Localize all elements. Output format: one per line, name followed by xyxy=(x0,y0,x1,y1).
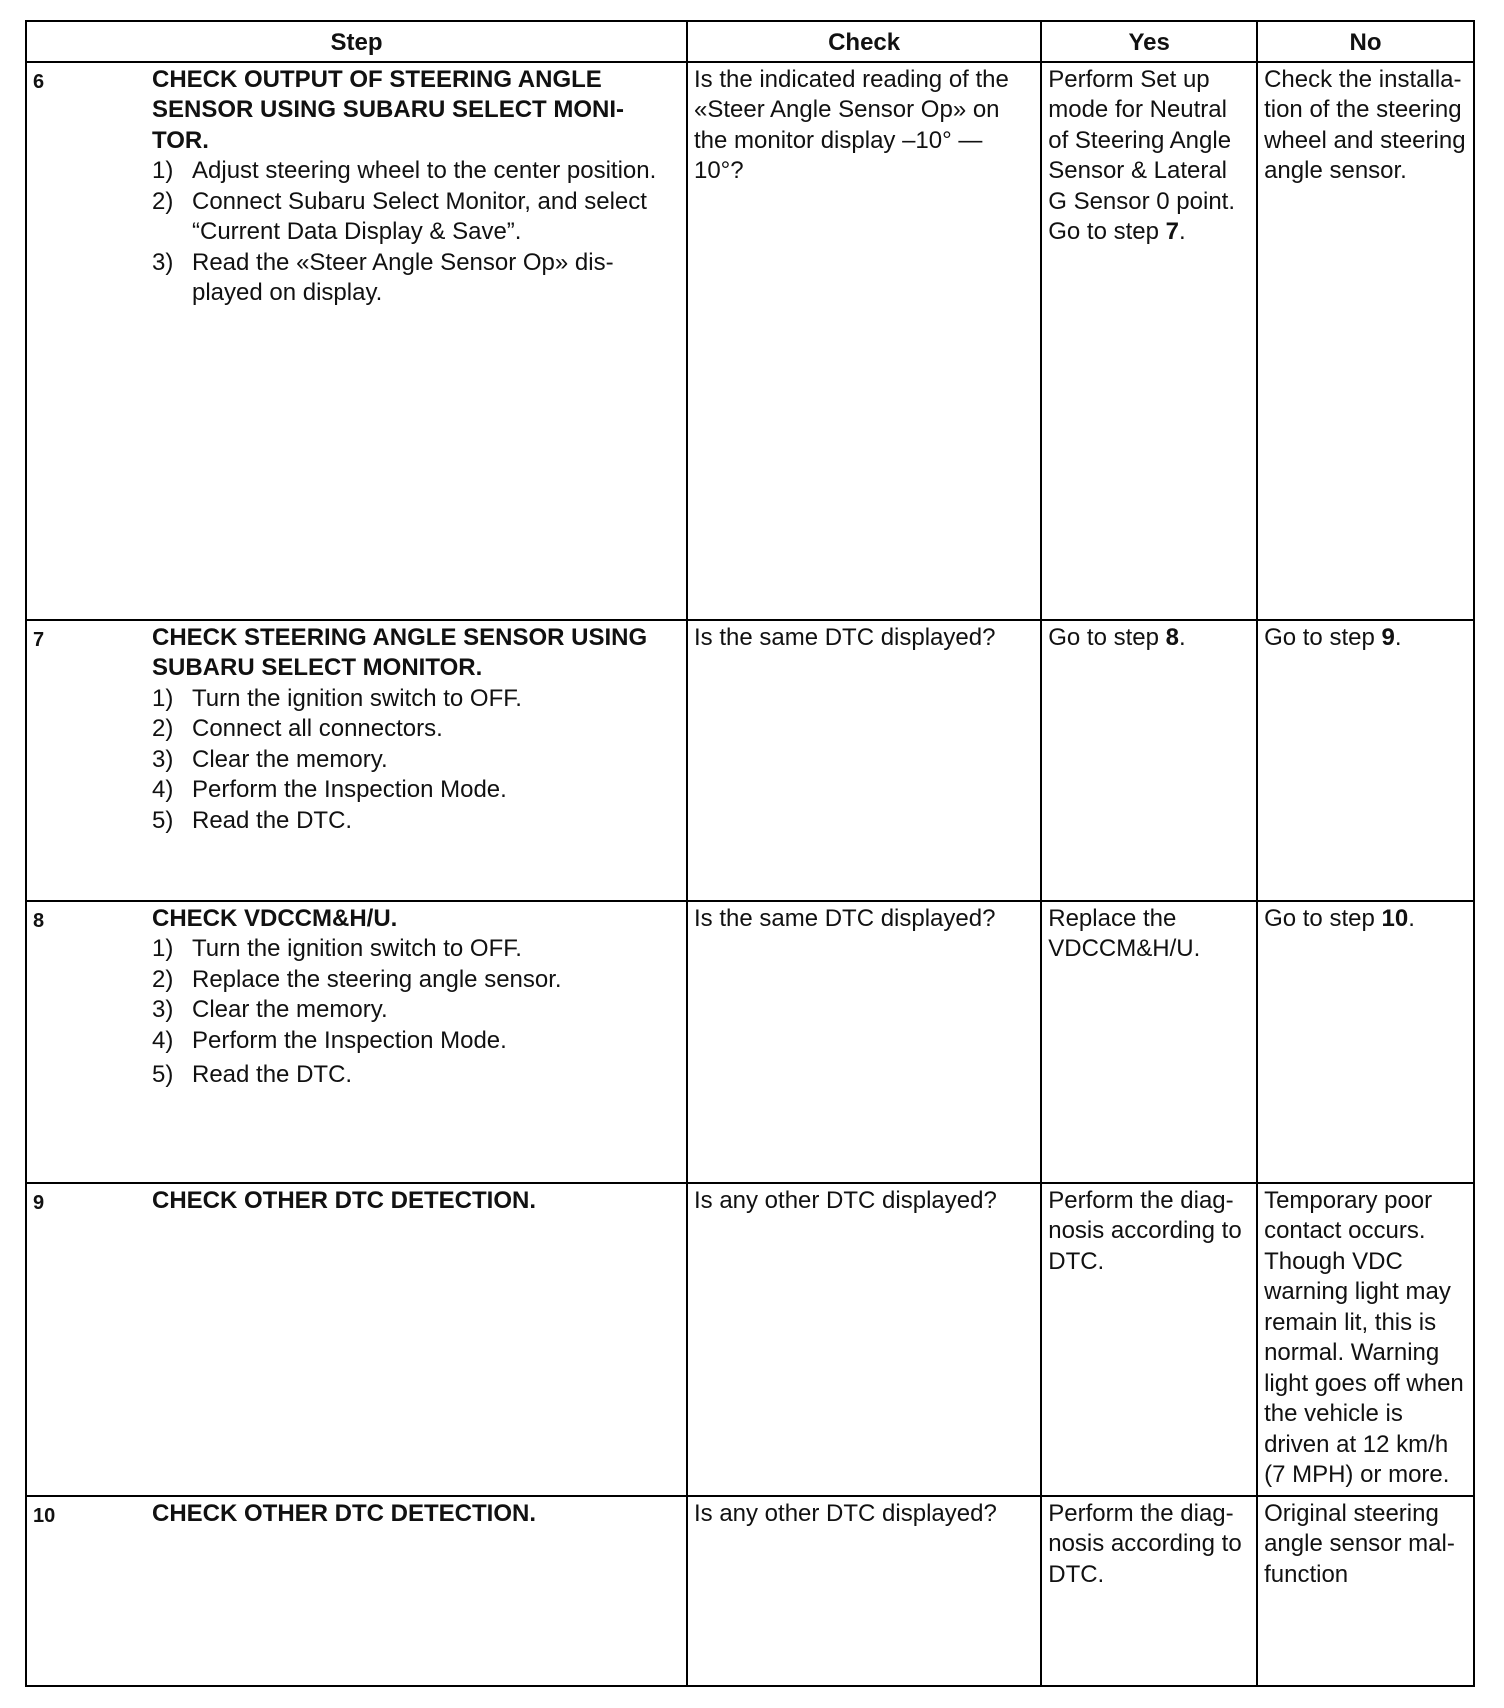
no-text: Original steering angle sensor mal-function xyxy=(1264,1499,1455,1588)
step-cell xyxy=(26,1496,687,1686)
no-text: Go to step xyxy=(1264,623,1382,651)
header-row xyxy=(26,21,1474,62)
step-title: CHECK OUTPUT OF STEERING ANGLE SENSOR USING SUBARU SELECT MONI-TOR. xyxy=(152,65,625,154)
yes-step-ref: 7 xyxy=(1165,218,1179,245)
substep-number: 1) xyxy=(152,157,174,184)
substep-text: Perform the Inspection Mode. xyxy=(192,1026,507,1054)
yes-cell xyxy=(1041,1183,1257,1496)
step-number: 6 xyxy=(33,70,45,93)
check-cell: Is any other DTC displayed? xyxy=(687,1183,1041,1496)
header-no: No xyxy=(1257,21,1474,62)
substep-number: 1) xyxy=(152,935,174,962)
no-suffix: . xyxy=(1408,904,1415,932)
substep xyxy=(152,156,680,187)
table-row xyxy=(26,901,1474,1183)
step-number: 8 xyxy=(33,909,45,932)
check-cell: Is the indicated reading of the «Steer Angle Sensor Op» on the monitor display –10° — 10°? xyxy=(687,62,1041,620)
no-text: Temporary poor contact occurs. Though VDC warning light may remain lit, this is normal. Warning light goes off when the vehicle is driven at 12 km/h (7 MPH) or more. xyxy=(1264,1186,1464,1488)
yes-text: Replace the VDCCM&H/U. xyxy=(1048,904,1201,962)
yes-cell xyxy=(1041,620,1257,901)
substep xyxy=(152,187,680,248)
substep xyxy=(152,1026,680,1057)
substep xyxy=(152,965,680,996)
substep-number: 2) xyxy=(152,715,174,742)
substep-number: 4) xyxy=(152,1026,174,1054)
table-row xyxy=(26,620,1474,901)
yes-cell xyxy=(1041,1496,1257,1686)
substep-number: 4) xyxy=(152,776,174,803)
yes-step-ref: 8 xyxy=(1165,623,1179,651)
step-title: CHECK VDCCM&H/U. xyxy=(152,904,398,932)
substep-text: Adjust steering wheel to the center position. xyxy=(192,157,657,184)
header-yes: Yes xyxy=(1041,21,1257,62)
step-number: 9 xyxy=(33,1191,45,1214)
no-cell xyxy=(1257,1183,1474,1496)
no-step-ref: 10 xyxy=(1381,904,1409,932)
substep-number: 2) xyxy=(152,187,174,215)
step-cell xyxy=(26,62,687,620)
step-cell xyxy=(26,901,687,1183)
step-number: 7 xyxy=(33,628,45,651)
substep-number: 2) xyxy=(152,965,174,993)
no-suffix: . xyxy=(1394,623,1402,651)
table-row xyxy=(26,62,1474,620)
check-cell: Is any other DTC displayed? xyxy=(687,1496,1041,1686)
substep xyxy=(152,248,680,309)
no-cell xyxy=(1257,62,1474,620)
substep xyxy=(152,684,680,715)
diagnostic-table xyxy=(25,20,1475,1687)
substep-text: Turn the ignition switch to OFF. xyxy=(192,935,522,962)
step-number: 10 xyxy=(33,1504,56,1527)
no-cell xyxy=(1257,620,1474,901)
header-step: Step xyxy=(26,21,687,62)
substep-text: Connect Subaru Select Monitor, and select “Current Data Display & Save”. xyxy=(192,187,647,245)
substep-text: Read the DTC. xyxy=(192,806,353,834)
step-title: CHECK OTHER DTC DETECTION. xyxy=(152,1186,536,1214)
no-step-ref: 9 xyxy=(1381,623,1395,651)
substep xyxy=(152,995,680,1026)
substep-number: 1) xyxy=(152,684,174,712)
no-cell xyxy=(1257,901,1474,1183)
substep-text: Turn the ignition switch to OFF. xyxy=(192,684,522,712)
substep xyxy=(152,775,680,806)
substep-text: Replace the steering angle sensor. xyxy=(192,965,562,993)
substep-text: Read the DTC. xyxy=(192,1061,353,1088)
check-cell: Is the same DTC displayed? xyxy=(687,620,1041,901)
yes-suffix: . xyxy=(1179,623,1186,651)
substep xyxy=(152,1060,680,1091)
step-title: CHECK STEERING ANGLE SENSOR USING SUBARU SELECT MONITOR. xyxy=(152,623,648,681)
substep-text: Clear the memory. xyxy=(192,996,388,1023)
table-row xyxy=(26,1496,1474,1686)
substep-number: 3) xyxy=(152,996,174,1023)
check-cell: Is the same DTC displayed? xyxy=(687,901,1041,1183)
yes-cell xyxy=(1041,62,1257,620)
yes-cell xyxy=(1041,901,1257,1183)
substep-text: Read the «Steer Angle Sensor Op» dis-played on display. xyxy=(192,248,614,306)
substep-number: 5) xyxy=(152,1061,174,1088)
no-text: Go to step xyxy=(1264,904,1382,932)
yes-text: Go to step xyxy=(1048,623,1166,651)
substep-text: Clear the memory. xyxy=(192,745,388,773)
yes-text: Perform the diag-nosis according to DTC. xyxy=(1048,1186,1242,1275)
substep-number: 5) xyxy=(152,806,174,834)
substep xyxy=(152,934,680,965)
substep xyxy=(152,806,680,837)
table-row xyxy=(26,1183,1474,1496)
yes-text: Perform Set up mode for Neutral of Steering Angle Sensor & Lateral G Sensor 0 point. Go to step xyxy=(1048,65,1236,245)
no-text: Check the installa-tion of the steering wheel and steering angle sensor. xyxy=(1264,65,1466,184)
substep-text: Connect all connectors. xyxy=(192,715,443,742)
substep xyxy=(152,745,680,776)
substep-number: 3) xyxy=(152,248,174,276)
step-cell xyxy=(26,1183,687,1496)
step-cell xyxy=(26,620,687,901)
substep-number: 3) xyxy=(152,745,174,773)
yes-text: Perform the diag-nosis according to DTC. xyxy=(1048,1499,1242,1588)
header-check: Check xyxy=(687,21,1041,62)
step-title: CHECK OTHER DTC DETECTION. xyxy=(152,1499,536,1527)
substep xyxy=(152,714,680,745)
no-cell xyxy=(1257,1496,1474,1686)
substep-text: Perform the Inspection Mode. xyxy=(192,776,507,803)
yes-suffix: . xyxy=(1179,218,1186,245)
